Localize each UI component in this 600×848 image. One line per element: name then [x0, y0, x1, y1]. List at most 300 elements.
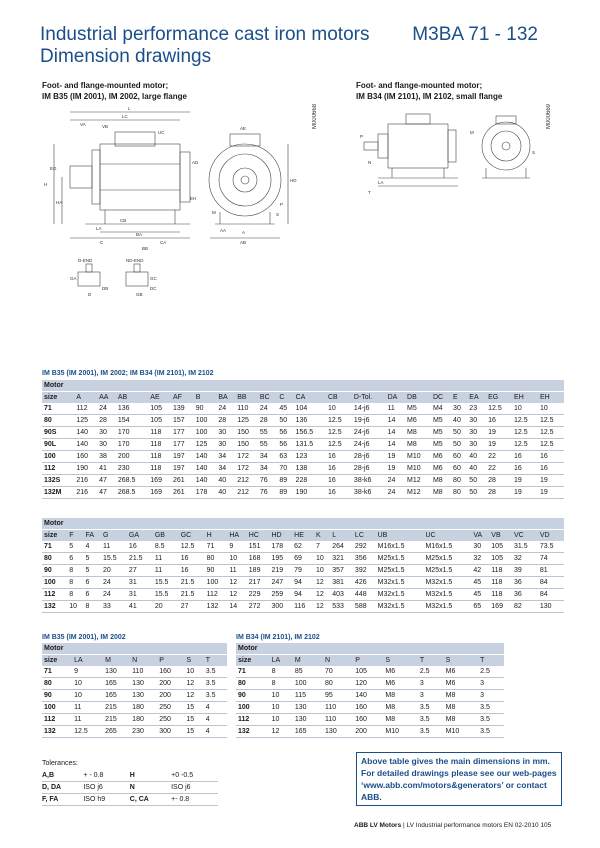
table-cell: 132 — [42, 601, 67, 613]
column-header: size — [42, 530, 67, 542]
table-cell: 39 — [512, 565, 538, 577]
dim-label: T — [368, 190, 371, 195]
dim-label: BA — [136, 232, 143, 237]
table-cell: M8 — [405, 427, 431, 439]
table-cell: 40 — [451, 415, 467, 427]
column-header: VC — [512, 530, 538, 542]
table-cell: 40 — [216, 475, 235, 487]
table-cell: 105 — [148, 415, 171, 427]
table-cell: M32x1.5 — [423, 601, 471, 613]
tolerance-value: ISO j6 — [83, 782, 129, 794]
table-cell: 250 — [157, 714, 184, 726]
table-cell: 130 — [130, 678, 157, 690]
column-header: AF — [171, 392, 194, 404]
column-header: F — [67, 530, 83, 542]
drawing-code-right: M000669 — [546, 104, 552, 130]
table-cell: 62 — [292, 541, 314, 553]
table-cell: M25x1.5 — [376, 553, 424, 565]
column-header: DB — [405, 392, 431, 404]
table-cell: 268.5 — [116, 487, 148, 499]
column-header: LA — [72, 655, 103, 667]
table-cell: 177 — [171, 439, 194, 451]
table-cell: 19 — [512, 487, 538, 499]
table-cell: 8 — [84, 601, 102, 613]
table-group-row — [42, 518, 564, 530]
table-cell: 8 — [270, 678, 293, 690]
table-cell: 80 — [236, 678, 270, 690]
table-cell: 15 — [184, 714, 203, 726]
table-cell: 40 — [216, 487, 235, 499]
table-cell: 16 — [512, 463, 538, 475]
table-cell: 118 — [489, 589, 512, 601]
column-header: A — [74, 392, 97, 404]
table-row — [42, 690, 227, 702]
table-cell: 230 — [116, 463, 148, 475]
table-cell: M10 — [405, 463, 431, 475]
table-cell: 217 — [247, 577, 270, 589]
table-group-label: Motor — [42, 518, 564, 530]
table-cell: 178 — [194, 487, 217, 499]
table-row — [42, 553, 564, 565]
table-cell: 112 — [236, 714, 270, 726]
table-cell: 12.5 — [486, 403, 512, 415]
table-row — [236, 714, 504, 726]
column-header: UB — [376, 530, 424, 542]
tolerance-value: +- 0.8 — [171, 794, 218, 806]
tolerance-row — [42, 782, 218, 794]
column-header: CA — [294, 392, 326, 404]
table-cell: M16x1.5 — [423, 541, 471, 553]
table-cell: 90 — [194, 403, 217, 415]
table-cell: 8 — [67, 565, 83, 577]
table-cell: 21.5 — [179, 577, 205, 589]
table-cell: 6 — [67, 553, 83, 565]
table-cell: 10 — [314, 553, 330, 565]
table-cell: 12 — [184, 690, 203, 702]
dim-label: GC — [150, 276, 157, 281]
info-note: Above table gives the main dimensions in mm. For detailed drawings please see our web-pages ‘www.abb.com/motors&generators’ or contact ABB. — [356, 752, 562, 806]
table-cell: 112 — [74, 403, 97, 415]
table-cell: 15 — [184, 726, 203, 738]
table-cell: M6 — [383, 678, 417, 690]
table-cell: 12.5 — [538, 427, 564, 439]
table-cell: 19 — [538, 475, 564, 487]
table-cell: 12.5 — [512, 415, 538, 427]
table-cell: 70 — [277, 463, 293, 475]
column-header: GC — [179, 530, 205, 542]
dim-label: BB — [142, 246, 149, 251]
column-header: AA — [97, 392, 116, 404]
table-cell: 8 — [270, 666, 293, 678]
table-cell: 12 — [314, 601, 330, 613]
table-cell: 22 — [486, 451, 512, 463]
table-cell: 157 — [171, 415, 194, 427]
table-cell: 41 — [127, 601, 153, 613]
table-cell: 131.5 — [294, 439, 326, 451]
table-cell: 89 — [277, 487, 293, 499]
table-cell: 136 — [294, 415, 326, 427]
left-dimension-drawing — [40, 104, 318, 304]
table1-title: IM B35 (IM 2001), IM 2002; IM B34 (IM 2101), IM 2102 — [42, 370, 214, 377]
table-cell: 45 — [277, 403, 293, 415]
table-row — [42, 678, 227, 690]
table-cell: 31 — [127, 577, 153, 589]
column-header: BB — [235, 392, 258, 404]
table-cell: 5 — [84, 565, 102, 577]
dim-label: HD — [290, 178, 297, 183]
table-cell: 180 — [130, 714, 157, 726]
table-cell: 300 — [157, 726, 184, 738]
table-row — [42, 415, 564, 427]
table-cell: 41 — [97, 463, 116, 475]
table-cell: 10 — [67, 601, 83, 613]
table-cell: 139 — [171, 403, 194, 415]
table-cell: 132 — [236, 726, 270, 738]
column-header: P — [157, 655, 184, 667]
table-cell: 272 — [247, 601, 270, 613]
table-cell: 140 — [194, 451, 217, 463]
table-row — [42, 577, 564, 589]
table-cell: 50 — [451, 439, 467, 451]
table-cell: 4 — [204, 726, 227, 738]
tolerance-key: A,B — [42, 770, 83, 782]
table-cell: 55 — [258, 427, 277, 439]
table-cell: 90 — [42, 690, 72, 702]
table-cell: 112 — [42, 463, 74, 475]
tolerances-table — [42, 770, 218, 806]
table-cell: 212 — [235, 475, 258, 487]
column-header: size — [42, 655, 72, 667]
table-cell: 140 — [194, 463, 217, 475]
table-cell: 19 — [538, 487, 564, 499]
page-subtitle: Dimension drawings — [40, 46, 212, 67]
table-cell: 71 — [42, 403, 74, 415]
table-cell: 60 — [451, 463, 467, 475]
table-cell: 27 — [127, 565, 153, 577]
table-cell: 12 — [270, 726, 293, 738]
table-cell: 154 — [116, 415, 148, 427]
table-cell: 132M — [42, 487, 74, 499]
table-cell: 200 — [116, 451, 148, 463]
table-cell: 30 — [97, 427, 116, 439]
table-cell: 80 — [323, 678, 353, 690]
table-cell: M8 — [431, 487, 451, 499]
column-header: M — [103, 655, 130, 667]
table-cell: 100 — [236, 702, 270, 714]
column-header: size — [42, 392, 74, 404]
table-cell: 47 — [97, 475, 116, 487]
table-cell: 24 — [101, 589, 127, 601]
table-cell: 116 — [292, 601, 314, 613]
table-cell: 4 — [204, 714, 227, 726]
table-cell: 10 — [184, 666, 203, 678]
table-cell: M16x1.5 — [376, 541, 424, 553]
table-cell: 123 — [294, 451, 326, 463]
column-header: N — [323, 655, 353, 667]
table-cell: 38 — [97, 451, 116, 463]
column-header: G — [101, 530, 127, 542]
table-cell: 85 — [293, 666, 323, 678]
table-cell: 168 — [247, 553, 270, 565]
column-header: N — [130, 655, 157, 667]
table-cell: 11 — [101, 541, 127, 553]
column-header: size — [236, 655, 270, 667]
table-cell: 105 — [489, 553, 512, 565]
table-row — [42, 589, 564, 601]
table-cell: 34 — [216, 463, 235, 475]
table-cell: 28 — [258, 415, 277, 427]
table-cell: M25x1.5 — [423, 553, 471, 565]
table-cell: 215 — [103, 714, 130, 726]
table-cell: 259 — [269, 589, 292, 601]
table-cell: 160 — [74, 451, 97, 463]
column-header: HD — [269, 530, 292, 542]
dim-label: LA — [96, 226, 102, 231]
table-cell: 177 — [171, 427, 194, 439]
table-cell: M6 — [405, 415, 431, 427]
table-cell: 24 — [97, 403, 116, 415]
table-cell: 125 — [235, 415, 258, 427]
table-cell: 84 — [538, 589, 564, 601]
table-cell: 151 — [247, 541, 270, 553]
table-cell: 140 — [353, 690, 383, 702]
table-cell: M5 — [431, 415, 451, 427]
table-cell: 12.5 — [72, 726, 103, 738]
table-row — [42, 487, 564, 499]
table-row — [236, 726, 504, 738]
table-cell: M32x1.5 — [376, 577, 424, 589]
table-cell: 71 — [42, 541, 67, 553]
table-cell: M25x1.5 — [423, 565, 471, 577]
table-cell: 197 — [171, 451, 194, 463]
table-cell: 24 — [216, 403, 235, 415]
table-cell: 100 — [42, 702, 72, 714]
table-row — [42, 726, 227, 738]
column-header: UC — [423, 530, 471, 542]
table-cell: 30 — [216, 439, 235, 451]
table-cell: 12.5 — [512, 439, 538, 451]
table-cell: 10 — [270, 702, 293, 714]
column-header: AB — [116, 392, 148, 404]
table-cell: 118 — [148, 451, 171, 463]
table-cell: 12 — [227, 577, 246, 589]
table-cell: 20 — [153, 601, 179, 613]
right-dimension-drawing — [358, 104, 552, 204]
table-cell: 118 — [489, 565, 512, 577]
table-cell: 80 — [42, 415, 74, 427]
table-cell: M6 — [444, 666, 478, 678]
table3-title: IM B35 (IM 2001), IM 2002 — [42, 634, 126, 641]
table4-title: IM B34 (IM 2101), IM 2102 — [236, 634, 320, 641]
table-cell: 89 — [277, 475, 293, 487]
table-cell: 533 — [330, 601, 353, 613]
table-cell: 63 — [277, 451, 293, 463]
table-row — [42, 601, 564, 613]
table-cell: 50 — [277, 415, 293, 427]
column-header: VB — [489, 530, 512, 542]
column-header: EA — [467, 392, 486, 404]
table-cell: 11 — [227, 565, 246, 577]
table-cell: 120 — [353, 678, 383, 690]
table-cell: 165 — [103, 690, 130, 702]
dim-label: UC — [158, 130, 165, 135]
table-cell: 12 — [314, 577, 330, 589]
table-row — [42, 439, 564, 451]
table-cell: 132 — [42, 726, 72, 738]
table-cell: 23 — [467, 403, 486, 415]
table-cell: 138 — [294, 463, 326, 475]
table-cell: 45 — [471, 589, 489, 601]
column-header: T — [204, 655, 227, 667]
column-header: B — [194, 392, 217, 404]
column-header: VA — [471, 530, 489, 542]
table-cell: 14-j6 — [352, 403, 386, 415]
table-cell: 130 — [293, 714, 323, 726]
table-cell: 69 — [292, 553, 314, 565]
table-cell: 292 — [353, 541, 376, 553]
table-cell: M8 — [431, 475, 451, 487]
table-cell: 94 — [292, 577, 314, 589]
header — [40, 24, 560, 68]
table-cell: 3 — [418, 678, 444, 690]
column-header: HA — [227, 530, 246, 542]
table-cell: 261 — [171, 475, 194, 487]
dim-label: M — [470, 130, 474, 135]
table-cell: 178 — [269, 541, 292, 553]
dim-label: D-END — [78, 258, 93, 263]
table-header-row — [42, 530, 564, 542]
table-cell: 170 — [116, 427, 148, 439]
table-cell: 130 — [323, 726, 353, 738]
tolerance-key: D, DA — [42, 782, 83, 794]
table-cell: 24 — [386, 475, 405, 487]
page-title: Industrial performance cast iron motors M3BA 71 - 132 — [40, 24, 538, 45]
table-cell: 169 — [148, 475, 171, 487]
table-cell: 71 — [42, 666, 72, 678]
table-cell: 28 — [216, 415, 235, 427]
table-cell: M10 — [444, 726, 478, 738]
table-cell: 12.5 — [179, 541, 205, 553]
table-cell: 197 — [171, 463, 194, 475]
table-group-label: Motor — [42, 380, 564, 392]
column-header: D-Tol. — [352, 392, 386, 404]
table-cell: 24-j6 — [352, 427, 386, 439]
table-cell: 130 — [103, 666, 130, 678]
table-cell: 45 — [471, 577, 489, 589]
table-cell: 28-j6 — [352, 451, 386, 463]
dim-label: EH — [190, 196, 197, 201]
table-cell: 3.5 — [478, 702, 504, 714]
column-header: S — [444, 655, 478, 667]
table-group-row — [42, 380, 564, 392]
table-cell: 34 — [216, 451, 235, 463]
tolerance-row — [42, 770, 218, 782]
table-cell: 105 — [489, 541, 512, 553]
table-cell: 5 — [67, 541, 83, 553]
table-cell: 264 — [330, 541, 353, 553]
table-cell: 80 — [451, 487, 467, 499]
tolerance-value: ISO j6 — [171, 782, 218, 794]
tolerance-value: ISO h9 — [83, 794, 129, 806]
table-cell: 100 — [205, 577, 228, 589]
dim-label: CA — [160, 240, 167, 245]
table-cell: 112 — [42, 589, 67, 601]
table-row — [236, 690, 504, 702]
table-cell: M5 — [431, 439, 451, 451]
table-cell: M6 — [383, 666, 417, 678]
table-cell: 31 — [127, 589, 153, 601]
table-cell: 228 — [294, 475, 326, 487]
column-header: K — [314, 530, 330, 542]
table-cell: 4 — [204, 702, 227, 714]
table-cell: 132 — [205, 601, 228, 613]
table-cell: 110 — [323, 702, 353, 714]
tolerance-row — [42, 794, 218, 806]
table-cell: 356 — [353, 553, 376, 565]
column-header: EH — [512, 392, 538, 404]
table-cell: 140 — [194, 475, 217, 487]
table-cell: 40 — [467, 451, 486, 463]
table-cell: 19 — [512, 475, 538, 487]
table-cell: 55 — [258, 439, 277, 451]
table-cell: 6 — [84, 589, 102, 601]
table-cell: 16 — [179, 553, 205, 565]
table-cell: 90 — [236, 690, 270, 702]
table-cell: 15.5 — [101, 553, 127, 565]
table-cell: 90L — [42, 439, 74, 451]
column-header: S — [383, 655, 417, 667]
table-cell: 24-j6 — [352, 439, 386, 451]
dim-label: DB — [102, 286, 109, 291]
table-cell: M8 — [444, 690, 478, 702]
table-cell: 216 — [74, 487, 97, 499]
column-header: LA — [270, 655, 293, 667]
table-cell: 30 — [97, 439, 116, 451]
table-cell: 38-k6 — [352, 487, 386, 499]
table-group-row — [42, 643, 227, 655]
column-header: H — [205, 530, 228, 542]
table-cell: 169 — [489, 601, 512, 613]
table-cell: 115 — [293, 690, 323, 702]
table-cell: 40 — [467, 463, 486, 475]
table-cell: 190 — [294, 487, 326, 499]
table-cell: M32x1.5 — [376, 589, 424, 601]
column-header: CB — [326, 392, 352, 404]
footer-text: | LV Industrial performance motors EN 02-2010 — [403, 822, 539, 829]
table-cell: 84 — [538, 577, 564, 589]
table-cell: 12 — [227, 589, 246, 601]
table-cell: 30 — [467, 415, 486, 427]
table-cell: 14 — [386, 415, 405, 427]
table-cell: 76 — [258, 475, 277, 487]
dim-label: GB — [136, 292, 143, 297]
table-cell: 30 — [467, 439, 486, 451]
tolerance-key: F, FA — [42, 794, 83, 806]
table-cell: 10 — [270, 690, 293, 702]
table-cell: M4 — [431, 403, 451, 415]
column-header: DC — [431, 392, 451, 404]
dim-label: AA — [220, 228, 227, 233]
large-flange-motor-drawing — [40, 104, 310, 304]
dim-label: H — [44, 182, 48, 187]
table-cell: 6 — [84, 577, 102, 589]
dim-label: L — [128, 106, 131, 111]
table-row — [42, 451, 564, 463]
table-cell: 10 — [72, 690, 103, 702]
table-cell: 219 — [269, 565, 292, 577]
table-cell: 140 — [74, 439, 97, 451]
drawing-code-left: M000668 — [312, 104, 318, 130]
